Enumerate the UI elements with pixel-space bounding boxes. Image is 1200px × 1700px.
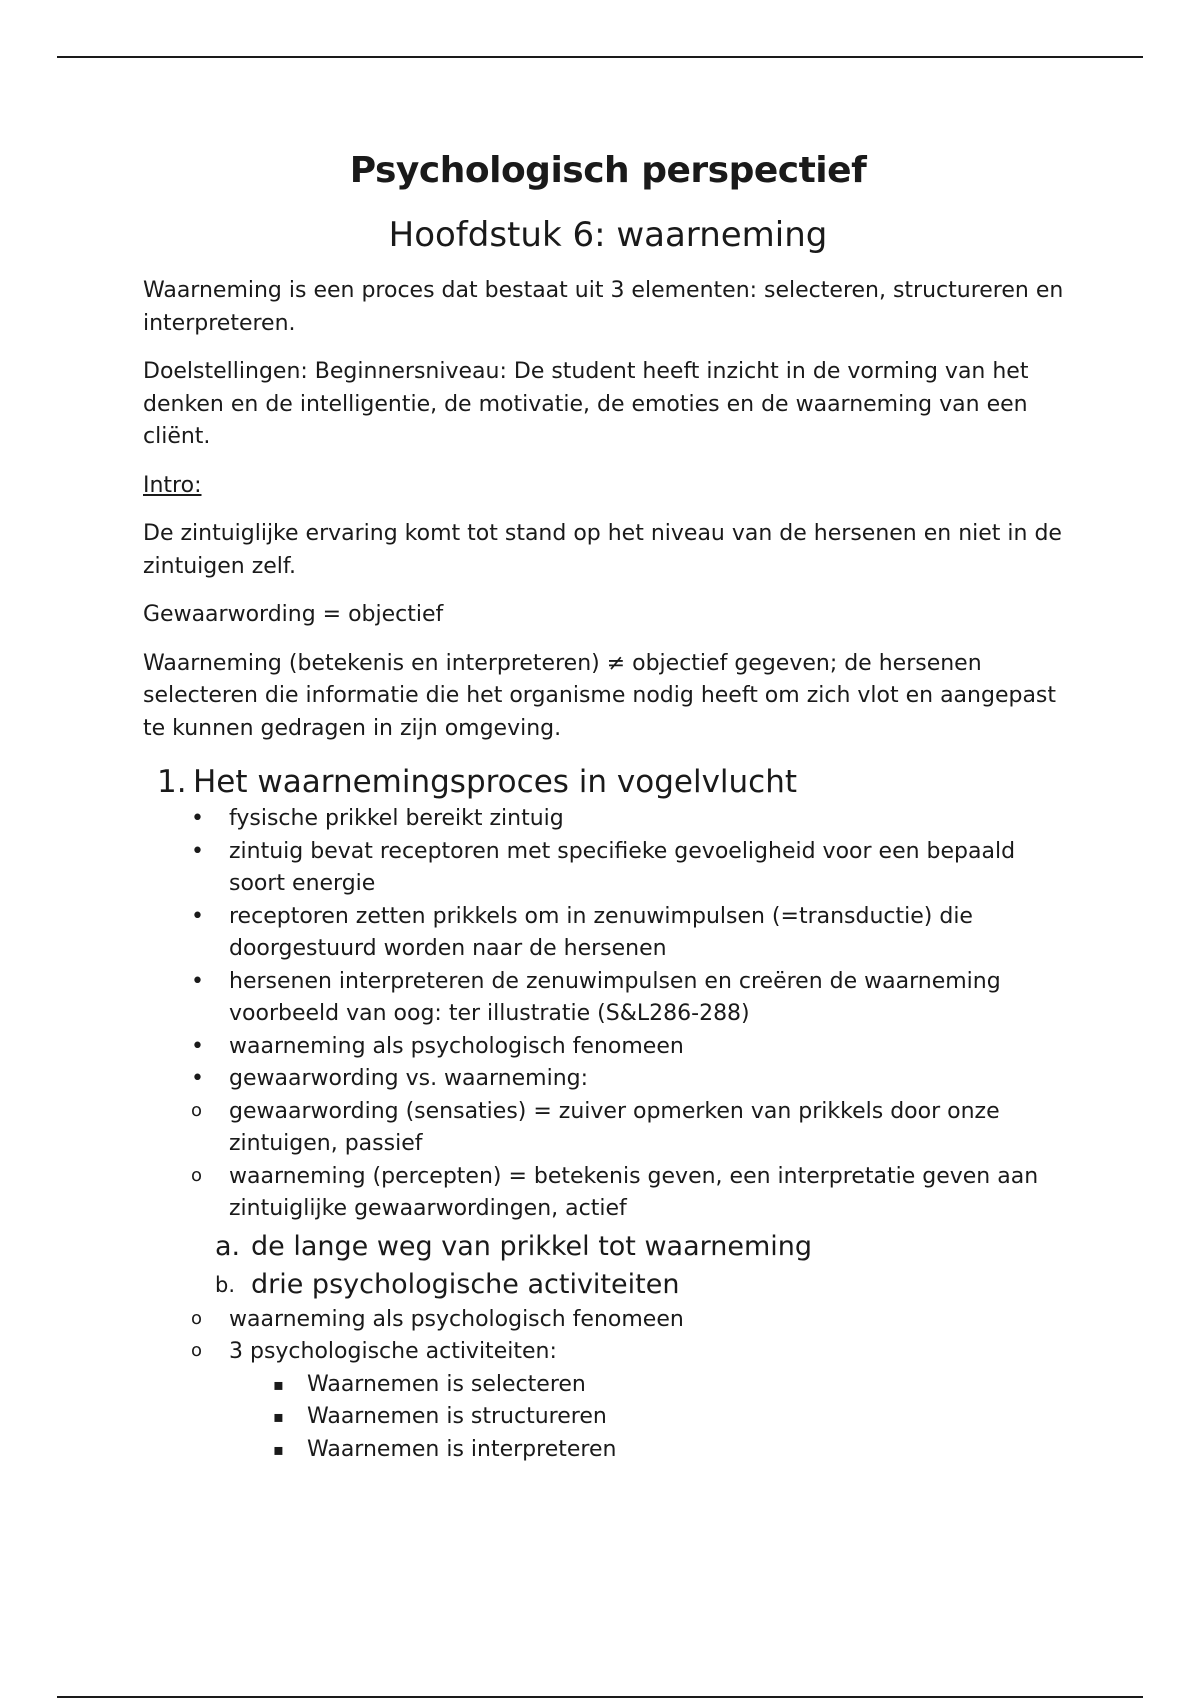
section-1-heading bbox=[157, 763, 1073, 801]
list-item: • fysische prikkel bereikt zintuig bbox=[191, 803, 1073, 836]
document-body bbox=[143, 140, 1073, 1466]
subsection-title: de lange weg van prikkel tot waarneming bbox=[251, 1230, 813, 1262]
subsection-a-heading bbox=[215, 1228, 1073, 1266]
intro-label: Intro: bbox=[143, 472, 202, 498]
sensation-definition: Gewaarwording = objectief bbox=[143, 602, 444, 627]
list-item: • receptoren zetten prikkels om in zenuwimpulsen (=transductie) die doorgestuurd worden naar de hersenen bbox=[191, 901, 1073, 966]
list-item: ▪ Waarnemen is interpreteren bbox=[273, 1434, 1073, 1467]
list-item: • waarneming als psychologisch fenomeen bbox=[191, 1031, 1073, 1064]
list-item-text: hersenen interpreteren de zenuwimpulsen en creëren de waarneming bbox=[229, 968, 1001, 994]
activities-sublist bbox=[215, 1369, 1073, 1467]
activities-list bbox=[143, 1304, 1073, 1369]
intro-paragraph: Waarneming is een proces dat bestaat uit 3 elementen: selecteren, structureren en interpreteren. bbox=[143, 278, 1064, 336]
perception-paragraph: Waarneming (betekenis en interpreteren) ≠ objectief gegeven; de hersenen selecteren die informatie die het organisme nodig heeft om zich vlot en aangepast te kunnen gedragen in zijn omgeving. bbox=[143, 650, 1057, 741]
footer-rule bbox=[57, 1696, 1143, 1698]
sensation-vs-perception-list bbox=[143, 1096, 1073, 1226]
list-item: o 3 psychologische activiteiten: bbox=[191, 1336, 1073, 1369]
list-item: • gewaarwording vs. waarneming: bbox=[191, 1063, 1073, 1096]
section-number: 1. bbox=[157, 764, 187, 800]
list-item: ▪ Waarnemen is selecteren bbox=[273, 1369, 1073, 1402]
chapter-heading: Hoofdstuk 6: waarneming bbox=[388, 215, 828, 255]
subsection-b-heading bbox=[215, 1266, 1073, 1304]
process-bullet-list bbox=[191, 803, 1073, 1096]
objectives-paragraph: Doelstellingen: Beginnersniveau: De student heeft inzicht in de vorming van het denken en de intelligentie, de motivatie, de emoties en de waarneming van een cliënt. bbox=[143, 359, 1029, 449]
subsection-marker: a. bbox=[215, 1230, 241, 1262]
subsection-title: drie psychologische activiteiten bbox=[251, 1268, 680, 1300]
list-item: o gewaarwording (sensaties) = zuiver opmerken van prikkels door onze zintuigen, passief bbox=[191, 1096, 1073, 1161]
subsection-marker: b. bbox=[215, 1272, 236, 1297]
list-item: • zintuig bevat receptoren met specifieke gevoeligheid voor een bepaald soort energie bbox=[191, 836, 1073, 901]
list-item: o waarneming als psychologisch fenomeen bbox=[191, 1304, 1073, 1337]
eye-example-note: voorbeeld van oog: ter illustratie (S&L286-288) bbox=[229, 1001, 750, 1026]
section-title: Het waarnemingsproces in vogelvlucht bbox=[193, 764, 798, 800]
list-item: ▪ Waarnemen is structureren bbox=[273, 1401, 1073, 1434]
document-title: Psychologisch perspectief bbox=[349, 150, 867, 191]
header-rule bbox=[57, 56, 1143, 58]
sensory-paragraph: De zintuiglijke ervaring komt tot stand op het niveau van de hersenen en niet in de zintuigen zelf. bbox=[143, 521, 1062, 579]
list-item bbox=[191, 966, 1073, 1031]
list-item: o waarneming (percepten) = betekenis geven, een interpretatie geven aan zintuiglijke gewaarwordingen, actief bbox=[191, 1161, 1073, 1226]
